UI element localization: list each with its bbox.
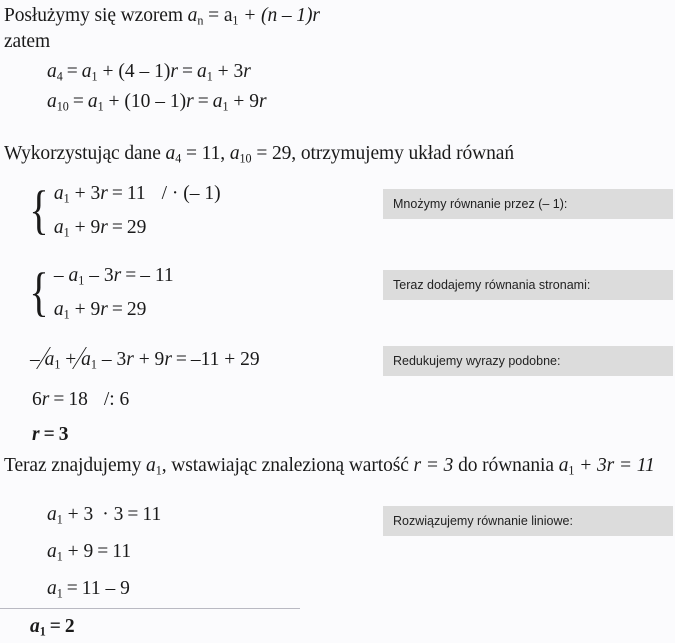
- callout-add-label: Teraz dodajemy równania stronami:: [393, 277, 591, 292]
- brace-icon: {: [29, 180, 49, 241]
- callout-multiply: [383, 189, 673, 219]
- cancelled-term-a1-negative: $a_1$: [44, 349, 61, 372]
- given-suffix: otrzymujemy układ równań: [300, 143, 514, 164]
- intro-sentence: [4, 6, 320, 26]
- subst-part2: , wstawiając znalezioną wartość: [161, 455, 414, 476]
- given-a10: $a_{10}$: [229, 143, 252, 166]
- substitution-sentence: [4, 456, 655, 476]
- cancellation-line: – $a_1 + a_1 - 3r + 9r = -11 + 29$: [30, 349, 260, 372]
- subst-equation: $a_1 + 3r = 11$: [558, 455, 655, 478]
- step-isolate: $a_1 = 11 - 9$: [47, 578, 130, 601]
- brace-icon: {: [29, 262, 49, 323]
- step-substitute: $a_1 + 3 \cdot 3 = 11$: [47, 504, 162, 527]
- callout-add: [383, 270, 673, 300]
- callout-reduce-label: Redukujemy wyrazy podobne:: [393, 353, 561, 368]
- result-r: r = 3: [32, 424, 69, 445]
- callout-multiply-label: Mnożymy równanie przez (– 1):: [393, 196, 568, 211]
- system1-row1: $a_1 + 3r = 11$ / · (– 1): [53, 182, 221, 205]
- given-sentence: [4, 144, 514, 164]
- intro-text-prefix: Posłużymy się wzorem: [4, 5, 188, 26]
- callout-linear: [383, 506, 673, 536]
- given-a10-value: = 29,: [251, 143, 301, 164]
- formula-a4: $a_4 = a_1 + (4 - 1)r = a_1 + 3r$: [47, 61, 251, 84]
- step-result: $a_1 = 2$: [30, 616, 75, 639]
- zatem-text: zatem: [4, 31, 51, 52]
- system2-row1: – $a_1 - 3r$ = – 11: [53, 264, 174, 287]
- cancelled-term-a1-positive: $a_1$: [81, 349, 97, 372]
- equation-system-1: [26, 180, 221, 242]
- subst-value-r: r = 3: [413, 455, 454, 476]
- subst-var-a1: $a_1$: [146, 455, 162, 478]
- given-a4-value: = 11,: [181, 143, 230, 164]
- callout-linear-label: Rozwiązujemy równanie liniowe:: [393, 513, 573, 528]
- system1-row2: $a_1 + 9r = 29$: [53, 217, 147, 240]
- variable-a-n: $a_n$: [187, 5, 204, 28]
- equation-system-2: [26, 262, 174, 324]
- system2-row2: $a_1 + 9r = 29$: [53, 299, 147, 322]
- subst-part3: do równania: [453, 455, 559, 476]
- subst-part1: Teraz znajdujemy: [4, 455, 147, 476]
- formula-a10: $a_{10} = a_1 + (10 - 1)r = a_1 + 9r$: [47, 91, 267, 114]
- solve-r-step: 6r = 18 /: 6: [32, 389, 130, 410]
- intro-equals-a1: = a: [203, 5, 233, 26]
- intro-tail: + (n – 1)r: [238, 5, 320, 26]
- callout-reduce: [383, 346, 673, 376]
- divider-rule: [0, 608, 300, 609]
- given-prefix: Wykorzystując dane: [4, 143, 166, 164]
- given-a4: $a_4$: [165, 143, 182, 166]
- step-multiply: $a_1 + 9 = 11$: [47, 541, 132, 564]
- intro-sub-1: 1: [232, 13, 239, 28]
